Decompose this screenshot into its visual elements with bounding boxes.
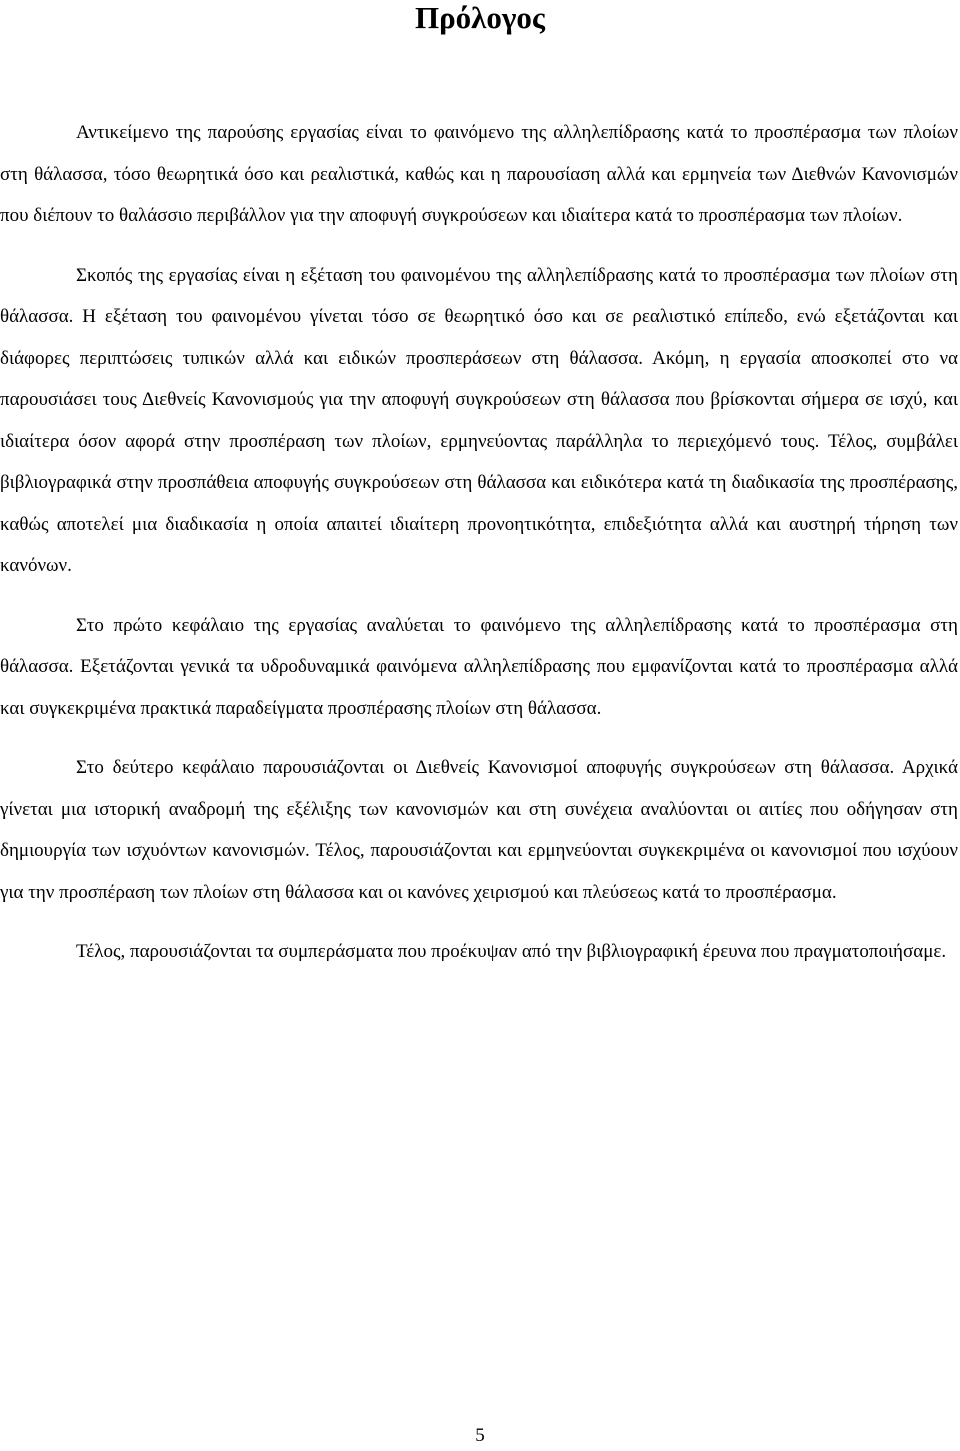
page-title: Πρόλογος — [414, 0, 545, 35]
body-text — [0, 112, 958, 991]
paragraph-intro: Αντικείμενο της παρούσης εργασίας είναι το φαινόμενο της αλληλεπίδρασης κατά το προσπέρασμα των πλοίων στη θάλασσα, τόσο θεωρητικά όσο και ρεαλιστικά, καθώς και η παρουσίαση αλλά και ερμηνεία των Διεθνών Κανονισμών που διέπουν το θαλάσσιο περιβάλλον για την αποφυγή συγκρούσεων και ιδιαίτερα κατά το προσπέρασμα των πλοίων. — [0, 122, 958, 226]
page-number: 5 — [475, 1425, 485, 1446]
paragraph-chapter-one: Στο πρώτο κεφάλαιο της εργασίας αναλύεται το φαινόμενο της αλληλεπίδρασης κατά το προσπέρασμα στη θάλασσα. Εξετάζονται γενικά τα υδροδυναμικά φαινόμενα αλληλεπίδρασης που εμφανίζονται κατά το προσπέρασμα αλλά και συγκεκριμένα πρακτικά παραδείγματα προσπέρασης πλοίων στη θάλασσα. — [0, 614, 958, 719]
paragraph-purpose: Σκοπός της εργασίας είναι η εξέταση του φαινομένου της αλληλεπίδρασης κατά το προσπέρασμα των πλοίων στη θάλασσα. Η εξέταση του φαινομένου γίνεται τόσο σε θεωρητικό όσο και σε ρεαλιστικό επίπεδο, ενώ εξετάζονται και διάφορες περιπτώσεις τυπικών αλλά και ειδικών προσπεράσεων στη θάλασσα. Ακόμη, η εργασία αποσκοπεί στο να παρουσιάσει τους Διεθνείς Κανονισμούς για την αποφυγή συγκρούσεων στη θάλασσα που βρίσκονται σήμερα σε ισχύ, και ιδιαίτερα όσον αφορά στην προσπέραση των πλοίων, ερμηνεύοντας παράλληλα το περιεχόμενό τους. Τέλος, συμβάλει βιβλιογραφικά στην προσπάθεια αποφυγής συγκρούσεων στη θάλασσα και ειδικότερα κατά τη διαδικασία της προσπέρασης, καθώς αποτελεί μια διαδικασία η οποία απαιτεί ιδιαίτερη προνοητικότητα, επιδεξιότητα αλλά και αυστηρή τήρηση των κανόνων. — [0, 264, 958, 576]
paragraph-chapter-two: Στο δεύτερο κεφάλαιο παρουσιάζονται οι Διεθνείς Κανονισμοί αποφυγής συγκρούσεων στη θάλασσα. Αρχικά γίνεται μια ιστορική αναδρομή της εξέλιξης των κανονισμών και στη συνέχεια αναλύονται οι αιτίες που οδήγησαν στη δημιουργία των ισχυόντων κανονισμών. Τέλος, παρουσιάζονται και ερμηνεύονται συγκεκριμένα οι κανονισμοί που ισχύουν για την προσπέραση των πλοίων στη θάλασσα και οι κανόνες χειρισμού και πλεύσεως κατά το προσπέρασμα. — [0, 757, 958, 903]
paragraph-conclusion: Τέλος, παρουσιάζονται τα συμπεράσματα που προέκυψαν από την βιβλιογραφική έρευνα που πραγματοποιήσαμε. — [76, 941, 947, 962]
